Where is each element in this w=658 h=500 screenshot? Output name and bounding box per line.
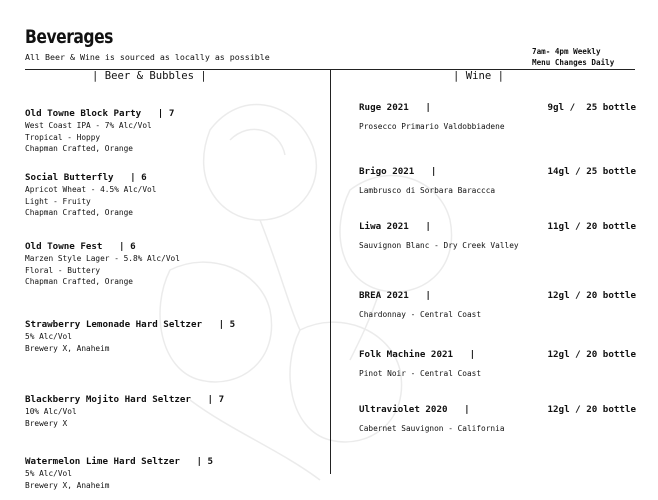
beer-notes: Tropical - Hoppy xyxy=(25,132,101,142)
hours-block xyxy=(532,46,614,68)
wine-price: 12gl / 20 bottle xyxy=(547,290,636,301)
beer-brewery: Chapman Crafted, Orange xyxy=(25,277,133,286)
page-title: Beverages xyxy=(25,26,113,48)
hours-text: 7am- 4pm Weekly xyxy=(532,47,601,56)
wine-description: Lambrusco di Sorbara Baraccca xyxy=(359,186,496,195)
wine-description: Pinot Noir - Central Coast xyxy=(359,369,482,378)
wine-name: Liwa 2021 | xyxy=(359,221,431,232)
beer-brewery: Chapman Crafted, Orange xyxy=(25,144,133,153)
beer-brewery: Brewery X, Anaheim xyxy=(25,480,110,490)
wine-item xyxy=(359,290,636,319)
beer-notes: Floral - Buttery xyxy=(25,265,101,275)
wine-price: 14gl / 25 bottle xyxy=(547,166,636,177)
beer-style: Apricot Wheat - 4.5% Alc/Vol xyxy=(25,185,157,194)
beer-name: Strawberry Lemonade Hard Seltzer | 5 xyxy=(25,319,236,330)
wine-description: Cabernet Sauvignon - California xyxy=(359,424,505,433)
beer-item xyxy=(25,241,325,288)
beer-column-heading: | Beer & Bubbles | xyxy=(92,70,207,82)
wine-description: Chardonnay - Central Coast xyxy=(359,310,482,319)
wine-price: 11gl / 20 bottle xyxy=(547,221,636,232)
wine-price: 12gl / 20 bottle xyxy=(547,349,636,360)
wine-item xyxy=(359,349,636,378)
beer-name: Blackberry Mojito Hard Seltzer | 7 xyxy=(25,394,225,405)
wine-name: Ruge 2021 | xyxy=(359,102,431,113)
beer-item xyxy=(25,319,325,354)
beer-abv: 5% Alc/Vol xyxy=(25,332,72,341)
wine-item xyxy=(359,102,636,131)
wine-item xyxy=(359,166,636,195)
wine-item xyxy=(359,221,636,250)
beer-name: Old Towne Fest | 6 xyxy=(25,241,136,252)
beer-abv: 10% Alc/Vol xyxy=(25,407,77,416)
beer-style: Marzen Style Lager - 5.8% Alc/Vol xyxy=(25,254,180,263)
beer-brewery: Brewery X, Anaheim xyxy=(25,343,110,353)
wine-name: Folk Machine 2021 | xyxy=(359,349,476,360)
beer-name: Social Butterfly | 6 xyxy=(25,172,147,183)
wine-description: Prosecco Primario Valdobbiadene xyxy=(359,122,505,131)
beer-item xyxy=(25,394,325,429)
beer-style: West Coast IPA - 7% Alc/Vol xyxy=(25,121,152,130)
beer-item xyxy=(25,456,325,491)
wine-item xyxy=(359,404,636,433)
column-divider xyxy=(330,69,331,474)
wine-name: Brigo 2021 | xyxy=(359,166,437,177)
wine-description: Sauvignon Blanc - Dry Creek Valley xyxy=(359,241,519,250)
beer-name: Old Towne Block Party | 7 xyxy=(25,108,175,119)
sourcing-note: All Beer & Wine is sourced as locally as possible xyxy=(25,52,270,62)
beer-abv: 5% Alc/Vol xyxy=(25,469,72,478)
beer-name: Watermelon Lime Hard Seltzer | 5 xyxy=(25,456,214,467)
wine-name: Ultraviolet 2020 | xyxy=(359,404,470,415)
beer-brewery: Chapman Crafted, Orange xyxy=(25,208,133,217)
beer-item xyxy=(25,172,325,219)
wine-price: 9gl / 25 bottle xyxy=(547,102,636,113)
beer-notes: Light - Fruity xyxy=(25,196,91,206)
beer-brewery: Brewery X xyxy=(25,418,68,428)
wine-price: 12gl / 20 bottle xyxy=(547,404,636,415)
wine-name: BREA 2021 | xyxy=(359,290,431,301)
wine-column-heading: | Wine | xyxy=(453,70,505,82)
beer-item xyxy=(25,108,325,155)
menu-changes-text: Menu Changes Daily xyxy=(532,58,615,67)
